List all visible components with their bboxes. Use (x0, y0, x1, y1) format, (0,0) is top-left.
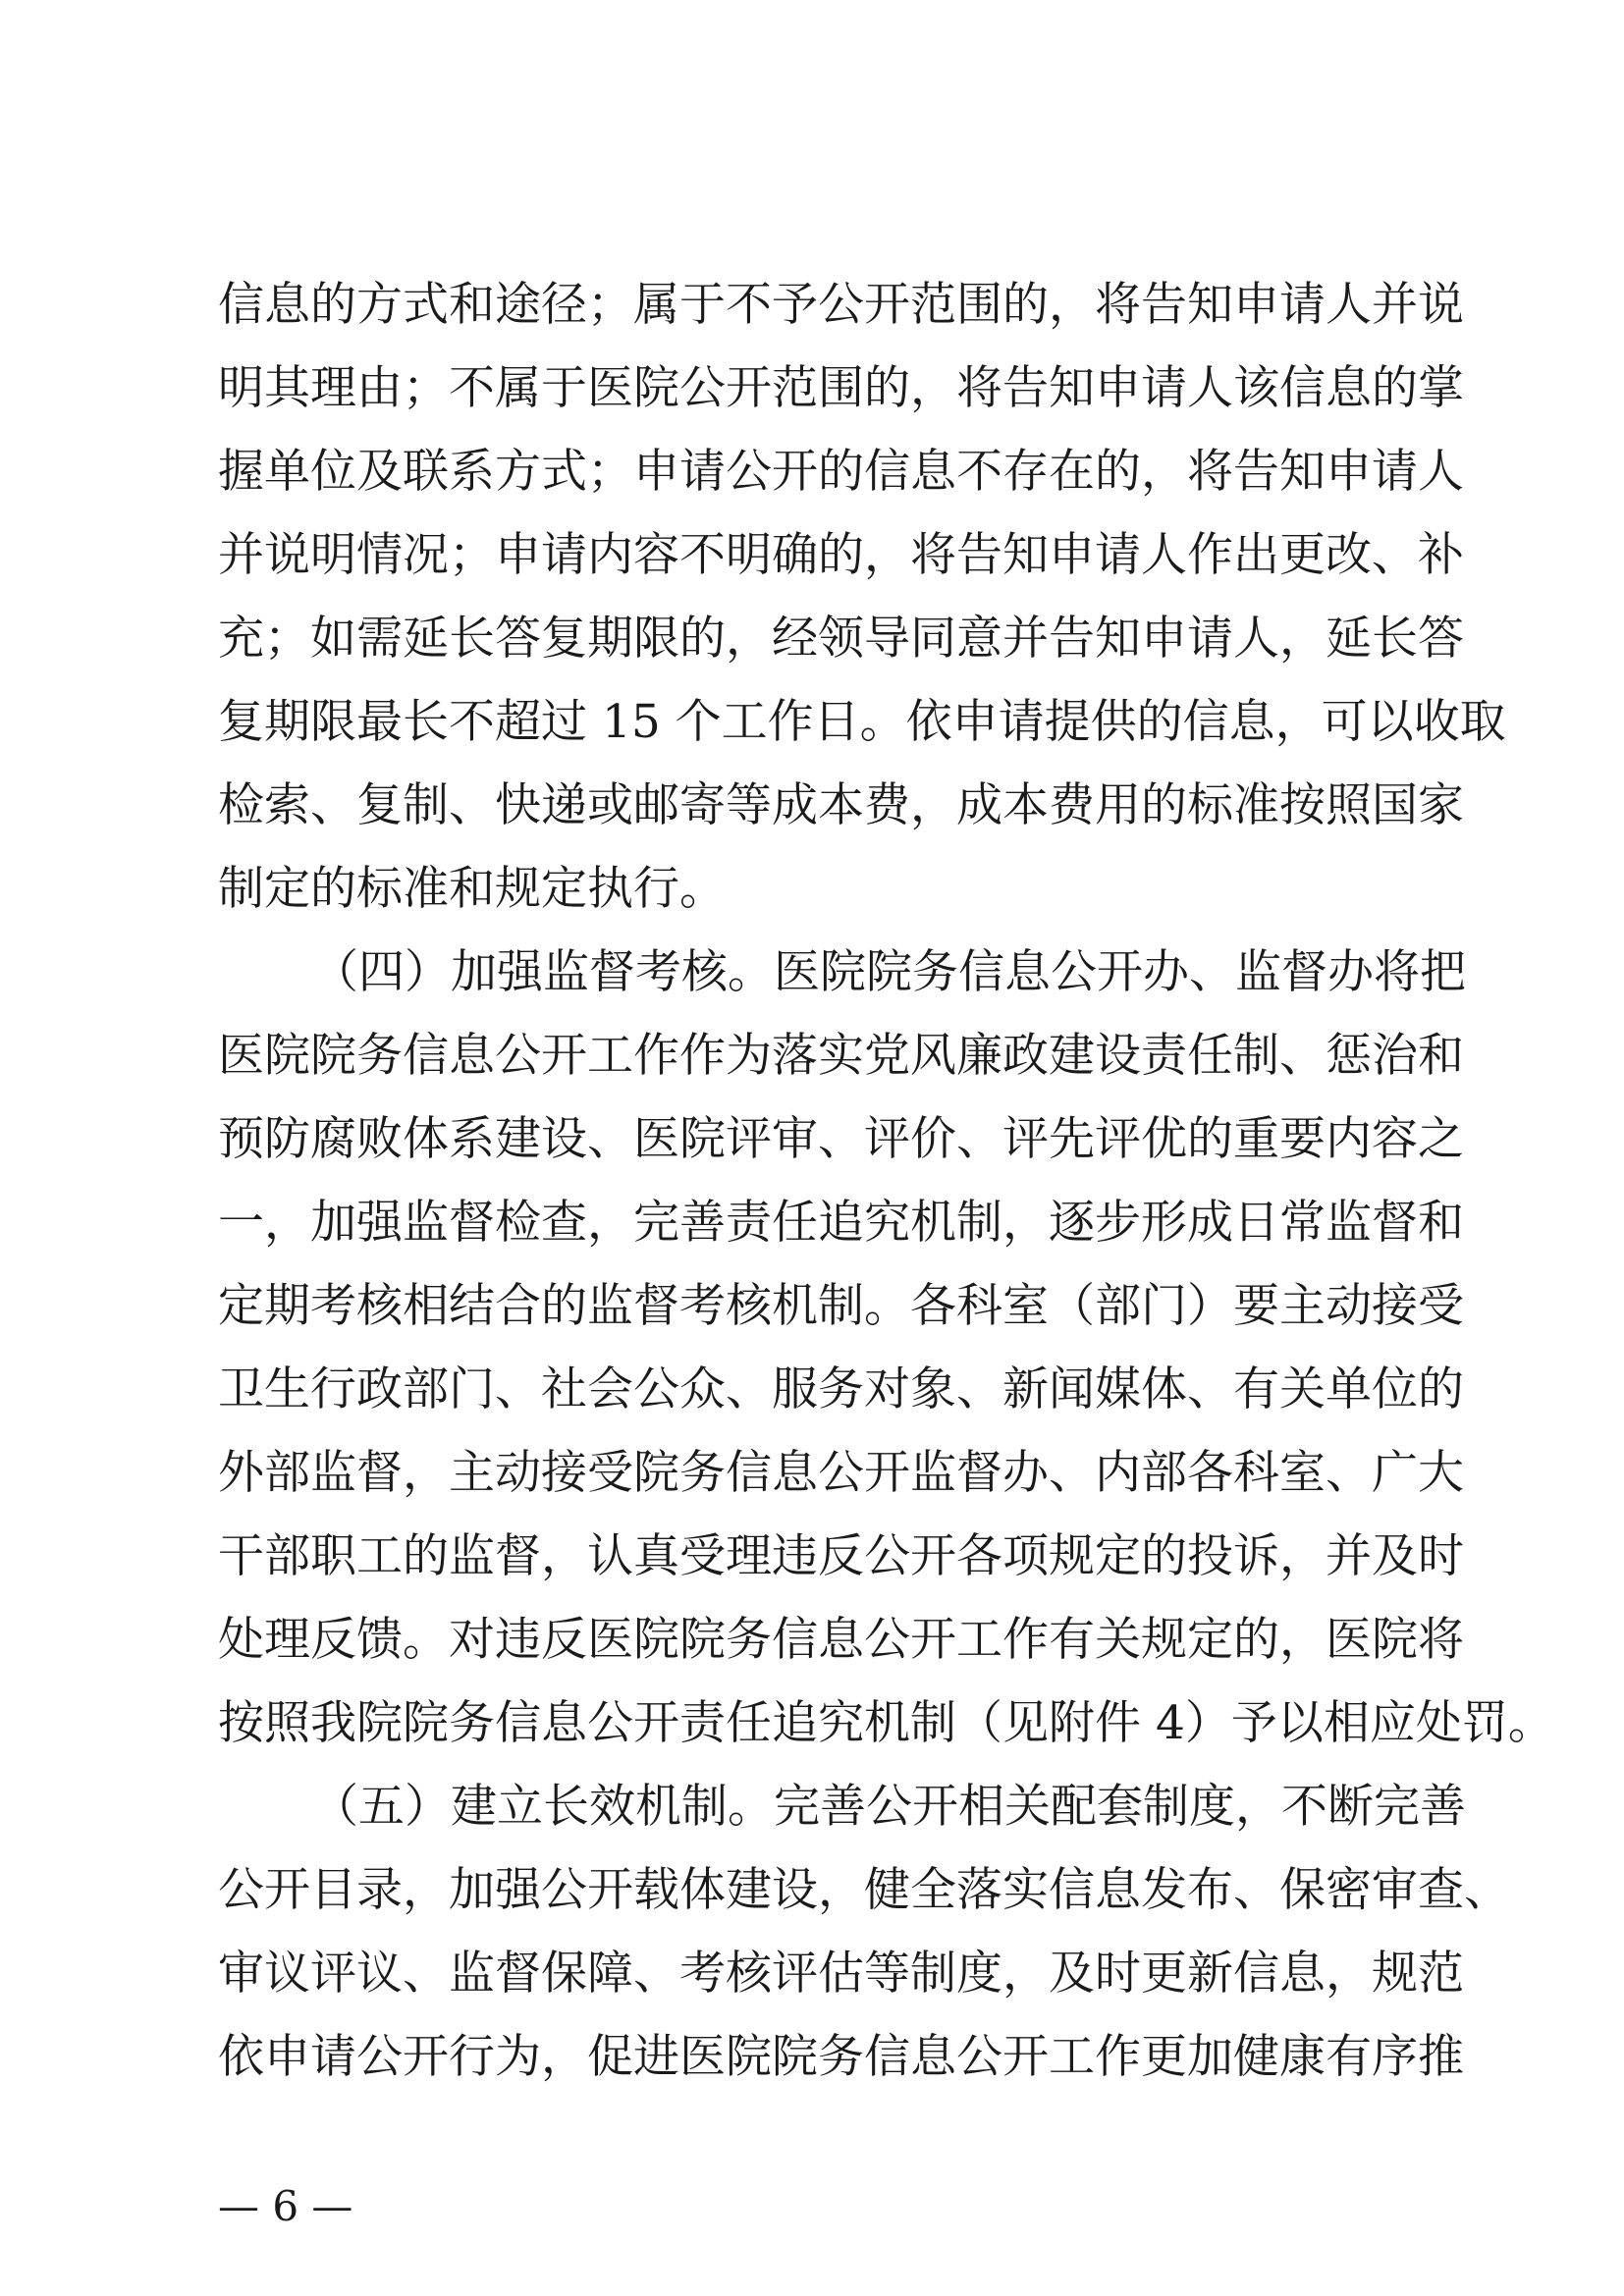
body-text-line: 卫生行政部门、社会公众、服务对象、新闻媒体、有关单位的 (218, 1362, 1464, 1416)
body-text-line: 公开目录，加强公开载体建设，健全落实信息发布、保密审查、 (218, 1863, 1510, 1917)
body-text-line: 外部监督，主动接受院务信息公开监督办、内部各科室、广大 (218, 1446, 1464, 1500)
body-text-line: 医院院务信息公开工作作为落实党风廉政建设责任制、惩治和 (218, 1029, 1464, 1083)
body-text-line: 明其理由；不属于医院公开范围的，将告知申请人该信息的掌 (218, 361, 1464, 415)
page-number: — 6 — (218, 2182, 353, 2230)
body-text-line: 干部职工的监督，认真受理违反公开各项规定的投诉，并及时 (218, 1529, 1464, 1583)
body-text-line: 定期考核相结合的监督考核机制。各科室（部门）要主动接受 (218, 1279, 1464, 1333)
section-five-heading-line: （五）建立长效机制。完善公开相关配套制度，不断完善 (312, 1780, 1466, 1834)
body-text-line: 依申请公开行为，促进医院院务信息公开工作更加健康有序推 (218, 2030, 1464, 2084)
body-text-line: 并说明情况；申请内容不明确的，将告知申请人作出更改、补 (218, 528, 1464, 582)
body-text-line: 充；如需延长答复期限的，经领导同意并告知申请人，延长答 (218, 612, 1464, 666)
body-text-line: 制定的标准和规定执行。 (218, 862, 726, 916)
body-text-line: 按照我院院务信息公开责任追究机制（见附件 4）予以相应处罚。 (218, 1696, 1554, 1750)
body-text-line: 信息的方式和途径；属于不予公开范围的，将告知申请人并说 (218, 278, 1464, 332)
body-text-line: 检索、复制、快递或邮寄等成本费，成本费用的标准按照国家 (218, 778, 1464, 832)
body-text-line: 预防腐败体系建设、医院评审、评价、评先评优的重要内容之 (218, 1112, 1464, 1166)
body-text-line: 处理反馈。对违反医院院务信息公开工作有关规定的，医院将 (218, 1613, 1464, 1667)
body-text-line: 审议评议、监督保障、考核评估等制度，及时更新信息，规范 (218, 1947, 1464, 2001)
body-text-line: 复期限最长不超过 15 个工作日。依申请提供的信息，可以收取 (218, 695, 1506, 749)
body-text-line: 一，加强监督检查，完善责任追究机制，逐步形成日常监督和 (218, 1196, 1464, 1250)
section-four-heading-line: （四）加强监督考核。医院院务信息公开办、监督办将把 (312, 945, 1466, 999)
body-text-line: 握单位及联系方式；申请公开的信息不存在的，将告知申请人 (218, 445, 1464, 499)
